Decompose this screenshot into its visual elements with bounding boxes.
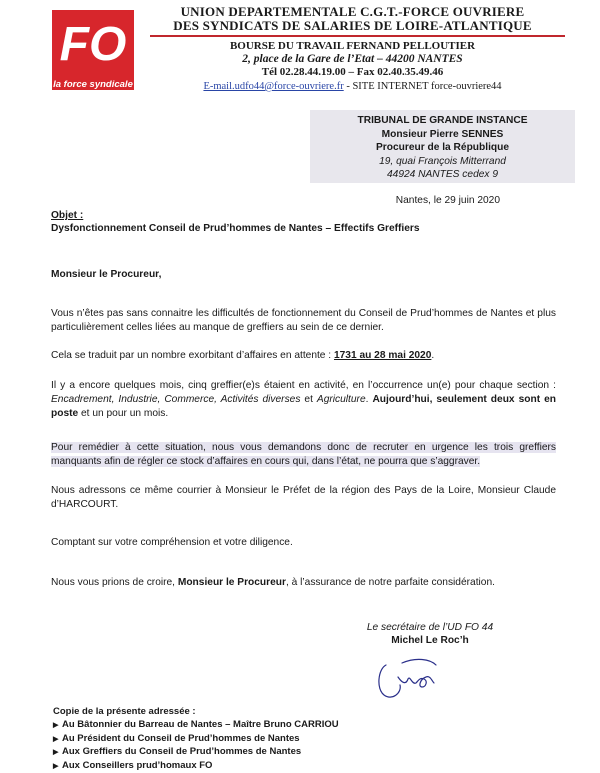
copy-recipient [53, 733, 339, 747]
recipient-street: 19, quai François Mitterrand [310, 155, 575, 169]
signatory-role: Le secrétaire de l’UD FO 44 [300, 622, 560, 633]
letterhead-contact [160, 81, 545, 92]
copy-recipient-text: Aux Conseillers prud’homaux FO [62, 760, 212, 771]
paragraph-2-start: Cela se traduit par un nombre exorbitant d’affaires en attente : [51, 350, 334, 361]
arrow-icon: ▶ [53, 720, 62, 733]
logo-main-text: FO [60, 18, 127, 71]
copy-recipient-text: Au Président du Conseil de Prud’hommes de Nantes [62, 733, 300, 744]
copy-recipient [53, 719, 339, 733]
recipient-city: 44924 NANTES cedex 9 [310, 168, 575, 182]
salutation: Monsieur le Procureur, [51, 269, 161, 280]
recipient-block [310, 110, 575, 183]
letterhead-org-line2: DES SYNDICATS DE SALARIES DE LOIRE-ATLANTIQUE [165, 18, 540, 34]
section-agriculture: Agriculture [317, 394, 366, 405]
arrow-icon: ▶ [53, 734, 62, 747]
letterhead-bourse: BOURSE DU TRAVAIL FERNAND PELLOUTIER [165, 40, 540, 52]
email-link[interactable]: E-mail.udfo44@force-ouvriere.fr [203, 81, 343, 92]
letterhead-org-line1: UNION DEPARTEMENTALE C.G.T.-FORCE OUVRIERE [165, 4, 540, 20]
paragraph-1: Vous n’êtes pas sans connaitre les difficultés de fonctionnement du Conseil de Prud’hommes de Nantes et plus particulièrement celles liées au manque de greffiers au sein de ce dernier. [51, 307, 556, 335]
letterhead-address: 2, place de la Gare de l’Etat – 44200 NANTES [165, 53, 540, 65]
staff-emphasis: Aujourd’hui, seulement deux sont en poste [51, 394, 556, 419]
paragraph-3-start: Il y a encore quelques mois, cinq greffier(e)s étaient en activité, en l’occurrence un(e) pour chaque section : [51, 380, 556, 391]
paragraph-3 [51, 379, 556, 421]
paragraph-5: Nous adressons ce même courrier à Monsieur le Préfet de la région des Pays de la Loire, Monsieur Claude d’HARCOURT. [51, 484, 556, 512]
copy-recipient-text: Aux Greffiers du Conseil de Prud’hommes de Nantes [62, 746, 301, 757]
paragraph-2-end: . [431, 350, 434, 361]
closing-end: , à l’assurance de notre parfaite considération. [286, 577, 495, 588]
letter-date: Nantes, le 29 juin 2020 [300, 195, 500, 206]
copies-title: Copie de la présente adressée : [53, 706, 196, 717]
website-text: - SITE INTERNET force-ouvriere44 [344, 81, 502, 92]
arrow-icon: ▶ [53, 761, 62, 773]
recipient-name: Monsieur Pierre SENNES [310, 128, 575, 142]
handwritten-signature [372, 655, 442, 703]
logo-tagline: la force syndicale [53, 79, 133, 90]
paragraph-3-mid2: . [366, 394, 373, 405]
request-highlight: Pour remédier à cette situation, nous vous demandons donc de recruter en urgence les trois greffiers manquants afin de régler ce stock d’affaires en cours qui, dans l’état, ne pourra que s’aggraver. [51, 442, 556, 467]
paragraph-6: Comptant sur votre compréhension et votre diligence. [51, 536, 556, 550]
objet-text: Dysfonctionnement Conseil de Prud’hommes de Nantes – Effectifs Greffiers [51, 223, 420, 234]
copies-list [53, 719, 339, 773]
closing-addressee: Monsieur le Procureur [178, 577, 286, 588]
recipient-court: TRIBUNAL DE GRANDE INSTANCE [310, 114, 575, 128]
letterhead-phone: Tél 02.28.44.19.00 – Fax 02.40.35.49.46 [165, 66, 540, 78]
objet-label: Objet : [51, 210, 83, 221]
paragraph-4 [51, 441, 556, 469]
paragraph-3-mid: et [300, 394, 316, 405]
recipient-title: Procureur de la République [310, 141, 575, 155]
pending-cases-count: 1731 au 28 mai 2020 [334, 350, 431, 361]
closing-start: Nous vous prions de croire, [51, 577, 178, 588]
paragraph-3-end: et un pour un mois. [78, 408, 168, 419]
copy-recipient [53, 746, 339, 760]
letterhead-divider [150, 35, 565, 37]
paragraph-2 [51, 349, 556, 363]
sections-list: Encadrement, Industrie, Commerce, Activités diverses [51, 394, 300, 405]
arrow-icon: ▶ [53, 747, 62, 760]
fo-logo [52, 10, 134, 92]
signatory-name: Michel Le Roc’h [300, 635, 560, 646]
copy-recipient-text: Au Bâtonnier du Barreau de Nantes – Maître Bruno CARRIOU [62, 719, 339, 730]
paragraph-7 [51, 576, 556, 590]
